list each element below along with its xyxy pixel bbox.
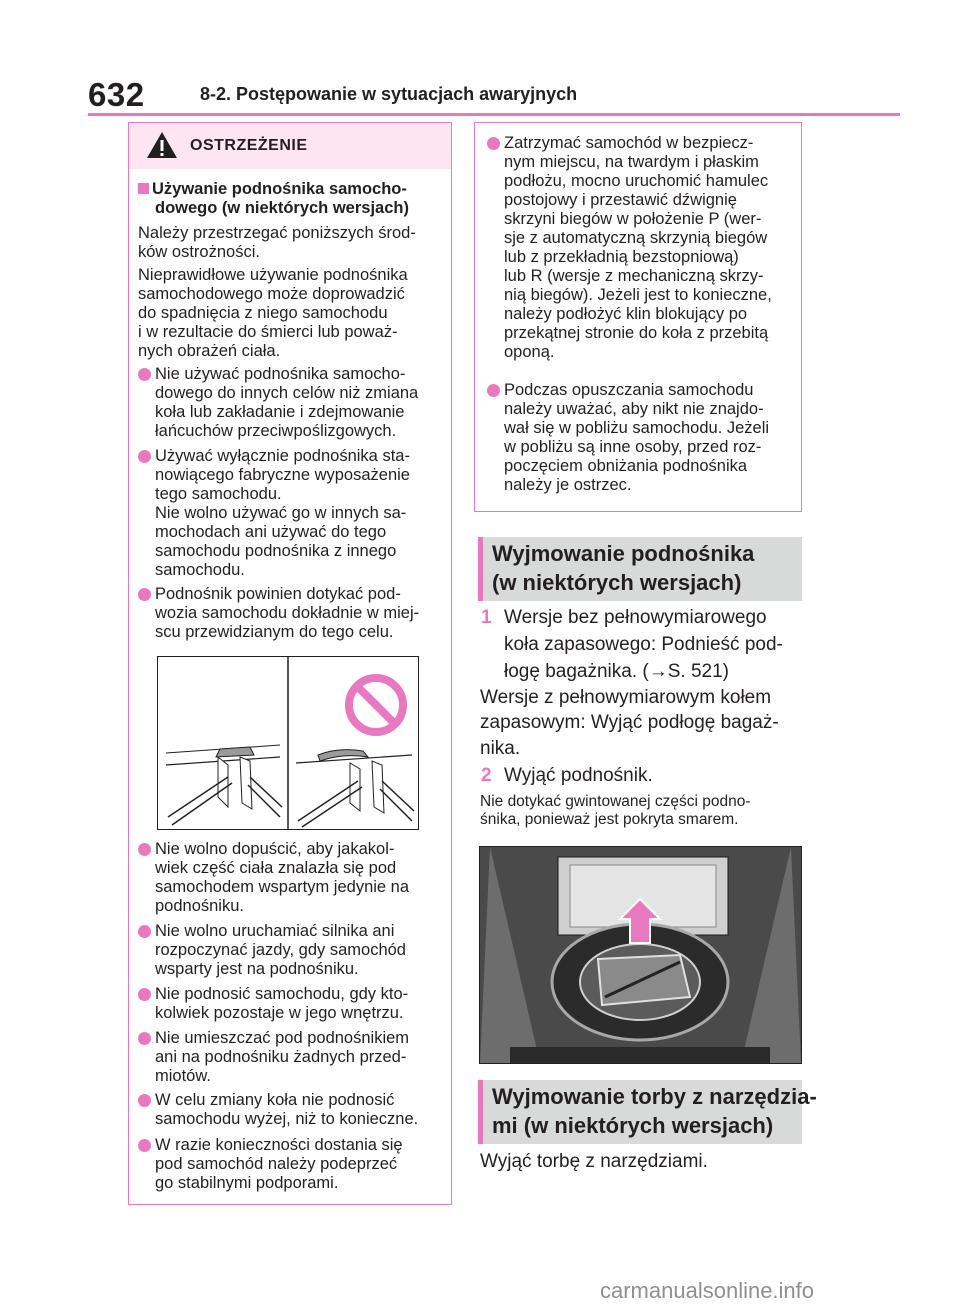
warning-bullet-line: miotów. <box>155 1067 211 1085</box>
bullet-icon <box>138 925 151 938</box>
warning-bullet-line: lub z przekładnią bezstopniową) <box>504 248 739 266</box>
trunk-spare-wheel-photo <box>479 846 802 1064</box>
warning-bullet-line: ani na podnośniku żadnych przed- <box>155 1048 407 1066</box>
bullet-icon <box>138 368 151 381</box>
bullet-icon <box>138 1139 151 1152</box>
warning-bullet-line: nowiącego fabryczne wyposażenie <box>155 466 410 484</box>
step-text-line: Wyjąć podnośnik. <box>504 765 653 786</box>
warning-bullet-line: przekątnej stronie do koła z przebitą <box>504 324 769 342</box>
warning-title: OSTRZEŻENIE <box>190 137 308 154</box>
bullet-icon <box>487 137 500 150</box>
step-text-line: Wersje z pełnowymiarowym kołem <box>480 687 772 708</box>
warning-bullet-line: Nie używać podnośnika samocho- <box>155 365 406 383</box>
jack-placement-illustration <box>157 656 419 830</box>
watermark-text: carmanualsonline.info <box>600 1278 815 1303</box>
trunk-drawing <box>480 847 801 1063</box>
warning-text-line: do spadnięcia z niego samochodu <box>138 304 388 322</box>
section-heading-accent <box>478 1080 483 1144</box>
warning-bullet-line: koła lub zakładanie i zdejmowanie <box>155 403 405 421</box>
step-text-line: Wersje bez pełnowymiarowego <box>504 607 767 628</box>
warning-bullet-line: należy uważać, aby nikt nie znajdo- <box>504 400 764 418</box>
warning-bullet-line: samochodu podnośnika z innego <box>155 542 397 560</box>
warning-text-line: Należy przestrzegać poniższych środ- <box>138 224 416 242</box>
warning-bullet-line: Nie wolno używać go w innych sa- <box>155 504 407 522</box>
warning-bullet-line: go stabilnymi podporami. <box>155 1174 339 1192</box>
warning-text-line: samochodowego może doprowadzić <box>138 285 405 303</box>
warning-bullet-line: w pobliżu są inne osoby, przed roz- <box>504 438 762 456</box>
warning-bullet-line: Nie podnosić samochodu, gdy kto- <box>155 985 409 1003</box>
warning-subheading-line: Używanie podnośnika samocho- <box>138 180 407 199</box>
warning-bullet-line: postojowy i przestawić dźwignię <box>504 191 737 209</box>
step-number: 2 <box>481 765 492 786</box>
warning-bullet-line: samochodu wyżej, niż to konieczne. <box>155 1110 419 1128</box>
warning-bullet-line: należy podłożyć klin blokujący po <box>504 305 748 323</box>
page-number: 632 <box>88 76 145 113</box>
warning-bullet-line: pod samochód należy podeprzeć <box>155 1155 398 1173</box>
warning-bullet-line: dowego do innych celów niż zmiana <box>155 384 419 402</box>
jack-drawing <box>158 657 418 829</box>
warning-bullet-line: W razie konieczności dostania się <box>155 1136 403 1154</box>
warning-bullet-line: należy je ostrzec. <box>504 476 632 494</box>
bullet-icon <box>138 1032 151 1045</box>
section-heading-line: mi (w niektórych wersjach) <box>492 1113 774 1138</box>
warning-bullet-line: poczęciem obniżania podnośnika <box>504 457 748 475</box>
section-heading-line: Wyjmowanie podnośnika <box>492 541 755 566</box>
warning-bullet-line: Zatrzymać samochód w bezpiecz- <box>504 134 754 152</box>
warning-bullet-line: wozia samochodu dokładnie w miej- <box>155 604 420 622</box>
warning-bullet-line: wał się w pobliżu samochodu. Jeżeli <box>504 419 770 437</box>
bullet-icon <box>138 1094 151 1107</box>
warning-bullet-line: kolwiek pozostaje w jego wnętrzu. <box>155 1004 404 1022</box>
warning-bullet-line: Używać wyłącznie podnośnika sta- <box>155 447 410 465</box>
step-number: 1 <box>481 607 492 628</box>
note-line: Nie dotykać gwintowanej części podno- <box>480 793 751 810</box>
step-text-line: zapasowym: Wyjąć podłogę bagaż- <box>480 712 779 733</box>
bullet-icon <box>138 843 151 856</box>
warning-bullet-line: mochodach ani używać do tego <box>155 523 387 541</box>
warning-bullet-line: wiek część ciała znalazła się pod <box>155 859 397 877</box>
warning-bullet-line: oponą. <box>504 343 555 361</box>
warning-bullet-line: sje z automatyczną skrzynią biegów <box>504 229 768 247</box>
warning-bullet-line: W celu zmiany koła nie podnosić <box>155 1091 395 1109</box>
section-heading-line: (w niektórych wersjach) <box>492 570 742 595</box>
warning-bullet-line: skrzyni biegów w położenie P (wer- <box>504 210 762 228</box>
warning-bullet-line: Podczas opuszczania samochodu <box>504 381 754 399</box>
bullet-icon <box>138 588 151 601</box>
bullet-icon <box>138 988 151 1001</box>
warning-bullet-line: nym miejscu, na twardym i płaskim <box>504 153 759 171</box>
warning-bullet-line: scu przewidzianym do tego celu. <box>155 623 394 641</box>
warning-bullet-line: Nie umieszczać pod podnośnikiem <box>155 1029 410 1047</box>
warning-bullet-line: samochodu. <box>155 561 245 579</box>
warning-bullet-line: samochodem wspartym jedynie na <box>155 878 410 896</box>
warning-bullet-line: Podnośnik powinien dotykać pod- <box>155 585 401 603</box>
square-bullet-icon <box>138 183 149 194</box>
note-line: śnika, ponieważ jest pokryta smarem. <box>480 811 739 828</box>
warning-bullet-line: Nie wolno uruchamiać silnika ani <box>155 922 395 940</box>
warning-text-line: nych obrażeń ciała. <box>138 342 281 360</box>
warning-text-line: i w rezultacie do śmierci lub poważ- <box>138 323 398 341</box>
section-text: Wyjąć torbę z narzędziami. <box>480 1151 708 1172</box>
warning-text-line: Nieprawidłowe używanie podnośnika <box>138 266 408 284</box>
section-title: 8-2. Postępowanie w sytuacjach awaryjnych <box>200 84 578 104</box>
step-text-line: koła zapasowego: Podnieść pod- <box>504 634 783 655</box>
warning-subheading-line: dowego (w niektórych wersjach) <box>155 199 409 217</box>
warning-bullet-line: łańcuchów przeciwpoślizgowych. <box>155 422 397 440</box>
warning-bullet-line: nią biegów). Jeżeli jest to konieczne, <box>504 286 772 304</box>
warning-bullet-line: podnośniku. <box>155 897 244 915</box>
step-text-line: łogę bagażnika. (→S. 521) <box>504 661 729 682</box>
warning-bullet-line: rozpoczynać jazdy, gdy samochód <box>155 941 406 959</box>
step-text-line: nika. <box>480 738 521 759</box>
bullet-icon <box>138 450 151 463</box>
bullet-icon <box>487 384 500 397</box>
warning-bullet-line: wsparty jest na podnośniku. <box>155 960 359 978</box>
section-heading-accent <box>478 537 483 601</box>
header-rule <box>88 113 900 116</box>
warning-bullet-line: tego samochodu. <box>155 485 282 503</box>
section-heading-line: Wyjmowanie torby z narzędzia- <box>492 1084 817 1109</box>
warning-bullet-line: lub R (wersje z mechaniczną skrzy- <box>504 267 764 285</box>
warning-triangle-icon <box>146 131 178 159</box>
warning-bullet-line: Nie wolno dopuścić, aby jakakol- <box>155 840 395 858</box>
warning-text-line: ków ostrożności. <box>138 243 260 261</box>
warning-bullet-line: podłożu, mocno uruchomić hamulec <box>504 172 769 190</box>
